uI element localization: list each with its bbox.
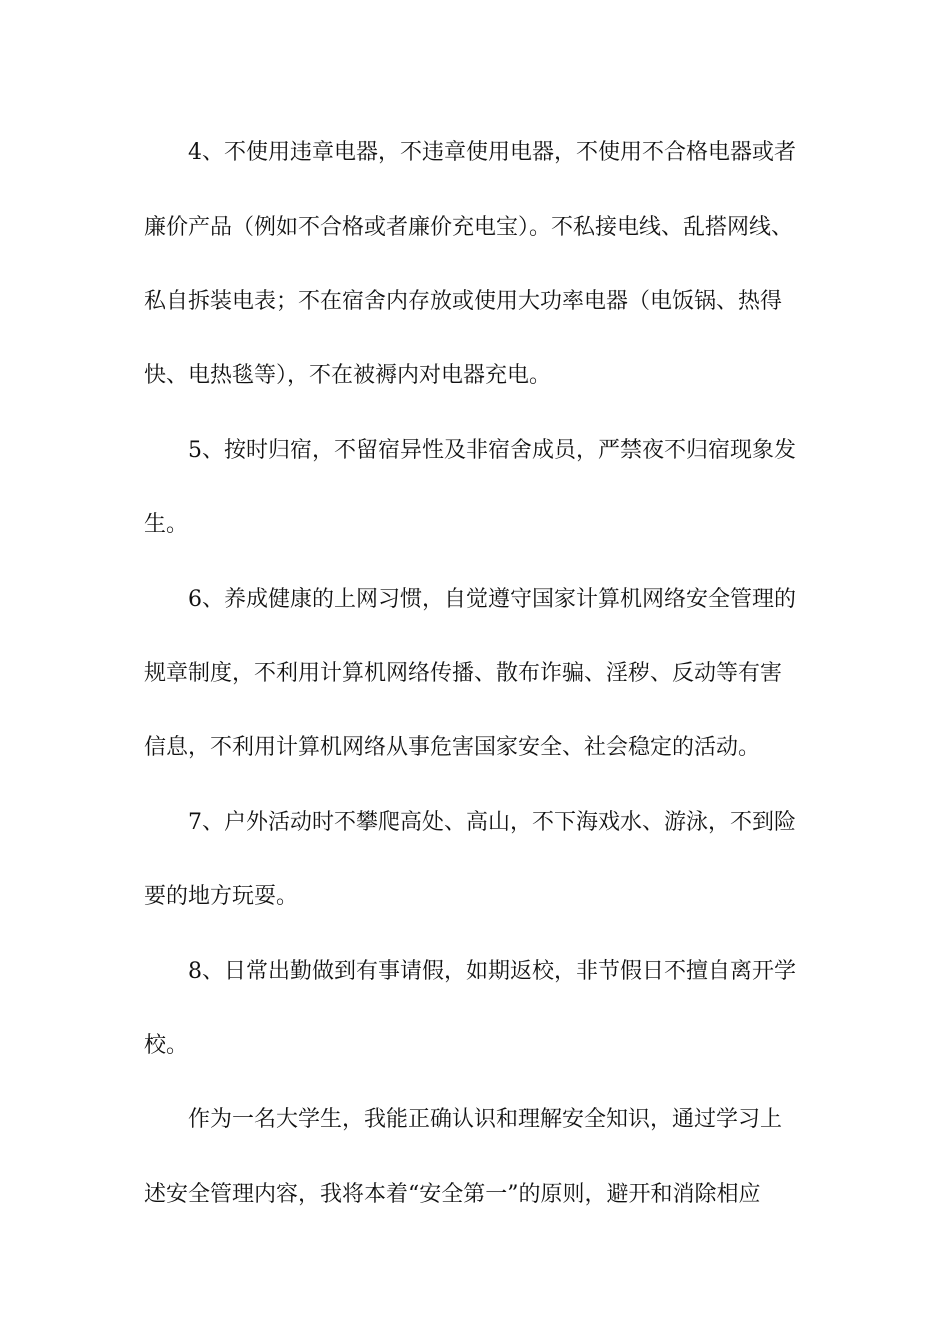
paragraph-4-line-4: 快、电热毯等），不在被褥内对电器充电。 xyxy=(144,363,552,388)
closing-paragraph-line-2: 述安全管理内容，我将本着“安全第一”的原则，避开和消除相应 xyxy=(144,1182,761,1207)
paragraph-5-line-2: 生。 xyxy=(144,512,189,537)
paragraph-6-line-3: 信息，不利用计算机网络从事危害国家安全、社会稳定的活动。 xyxy=(144,735,761,760)
paragraph-6-line-2: 规章制度，不利用计算机网络传播、散布诈骗、淫秽、反动等有害 xyxy=(144,661,783,686)
paragraph-7-line-2: 要的地方玩耍。 xyxy=(144,884,299,909)
paragraph-5-line-1: 5、按时归宿，不留宿异性及非宿舍成员，严禁夜不归宿现象发 xyxy=(188,438,796,463)
paragraph-7-line-1: 7、户外活动时不攀爬高处、高山，不下海戏水、游泳，不到险 xyxy=(188,810,796,835)
paragraph-4-line-1: 4、不使用违章电器，不违章使用电器，不使用不合格电器或者 xyxy=(188,140,796,165)
paragraph-8-line-1: 8、日常出勤做到有事请假，如期返校，非节假日不擅自离开学 xyxy=(188,959,796,984)
paragraph-8-line-2: 校。 xyxy=(144,1033,189,1058)
paragraph-4-line-2: 廉价产品（例如不合格或者廉价充电宝）。不私接电线、乱搭网线、 xyxy=(144,215,794,240)
paragraph-4-line-3: 私自拆装电表；不在宿舍内存放或使用大功率电器（电饭锅、热得 xyxy=(144,289,783,314)
paragraph-6-line-1: 6、养成健康的上网习惯，自觉遵守国家计算机网络安全管理的 xyxy=(188,587,796,612)
closing-paragraph-line-1: 作为一名大学生，我能正确认识和理解安全知识，通过学习上 xyxy=(188,1107,783,1132)
